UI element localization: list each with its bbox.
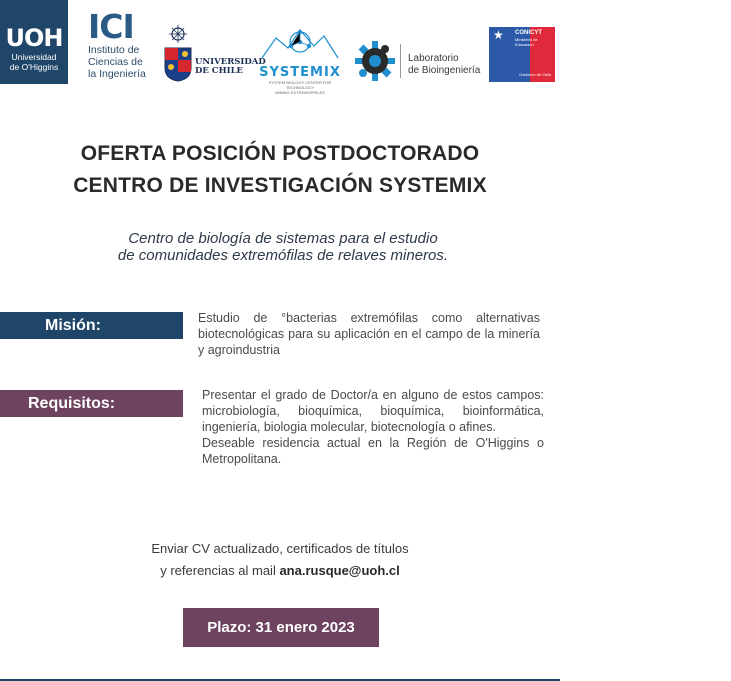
bioengineering-gear-icon: [354, 40, 396, 82]
systemix-tagline1: SYSTEM BIOLOGY CENTER FOR TECHNOLOGY: [268, 80, 332, 90]
lab-line2: de Bioingeniería: [408, 65, 481, 76]
systemix-wordmark: SYSTEMIX: [259, 65, 341, 80]
uoh-logo-mark: UOH: [5, 24, 63, 52]
contact-line1: Enviar CV actualizado, certificados de títulos: [151, 541, 409, 556]
requisitos-degree: Presentar el grado de Doctor/a en alguno de estos campos: microbiología, bioquímica, bioquímica, bioinformática, ingeniería, biologia molecular, biotecnología o afines.: [202, 388, 544, 434]
uoh-logo: [0, 0, 68, 84]
poster-subtitle-line1: Centro de biología de sistemas para el estudio: [128, 230, 438, 247]
lab-divider: [400, 44, 401, 78]
poster-title-line2: CENTRO DE INVESTIGACIÓN SYSTEMIX: [73, 174, 487, 197]
poster-subtitle-line2: de comunidades extremófilas de relaves mineros.: [117, 247, 449, 264]
conicyt-logo: [489, 27, 555, 82]
uoh-logo-line2: de O'Higgins: [9, 62, 59, 72]
uchile-logo-text: [195, 58, 266, 76]
uchile-line2: DE CHILE: [195, 66, 244, 76]
uchile-shield-icon: [163, 24, 193, 82]
bioengineering-lab-logo: [408, 53, 480, 77]
requisitos-residence: Deseable residencia actual en la Región de O'Higgins o Metropolitana.: [202, 436, 544, 466]
deadline-badge: Plazo: 31 enero 2023: [183, 608, 379, 647]
systemix-network-icon: [258, 24, 342, 60]
requisitos-text: [202, 387, 544, 467]
conicyt-government: Gobierno de Chile: [519, 72, 552, 77]
systemix-tagline2: MINING EXTREMOPHILES: [275, 90, 325, 95]
mision-text: Estudio de °bacterias extremófilas como alternativas biotecnológicas para su aplicación en el campo de la minería y agroindustria: [198, 311, 540, 357]
ici-logo-line1: Instituto de: [88, 44, 140, 56]
requisitos-label-bar: Requisitos:: [0, 390, 183, 417]
ici-logo-line2: Ciencias de: [88, 56, 143, 68]
conicyt-name: CONICYT: [515, 30, 542, 36]
lab-line1: Laboratorio: [408, 53, 459, 64]
conicyt-ministry: Ministerio de Educación: [515, 37, 538, 47]
contact-line2-prefix: y referencias al mail: [160, 563, 280, 578]
systemix-logo: [258, 24, 342, 95]
poster-title-line1: OFERTA POSICIÓN POSTDOCTORADO: [80, 142, 480, 165]
uchile-line1: UNIVERSIDAD: [195, 57, 266, 67]
contact-line2: [0, 563, 560, 578]
ici-logo-line3: la Ingeniería: [88, 68, 146, 80]
uoh-logo-line1: Universidad: [11, 52, 57, 62]
contact-email: ana.rusque@uoh.cl: [279, 563, 400, 578]
mision-label-bar: Misión:: [0, 312, 183, 339]
ici-logo: [88, 7, 146, 80]
chile-star-icon: ★: [493, 28, 504, 42]
ici-logo-mark: ICI: [88, 7, 134, 46]
